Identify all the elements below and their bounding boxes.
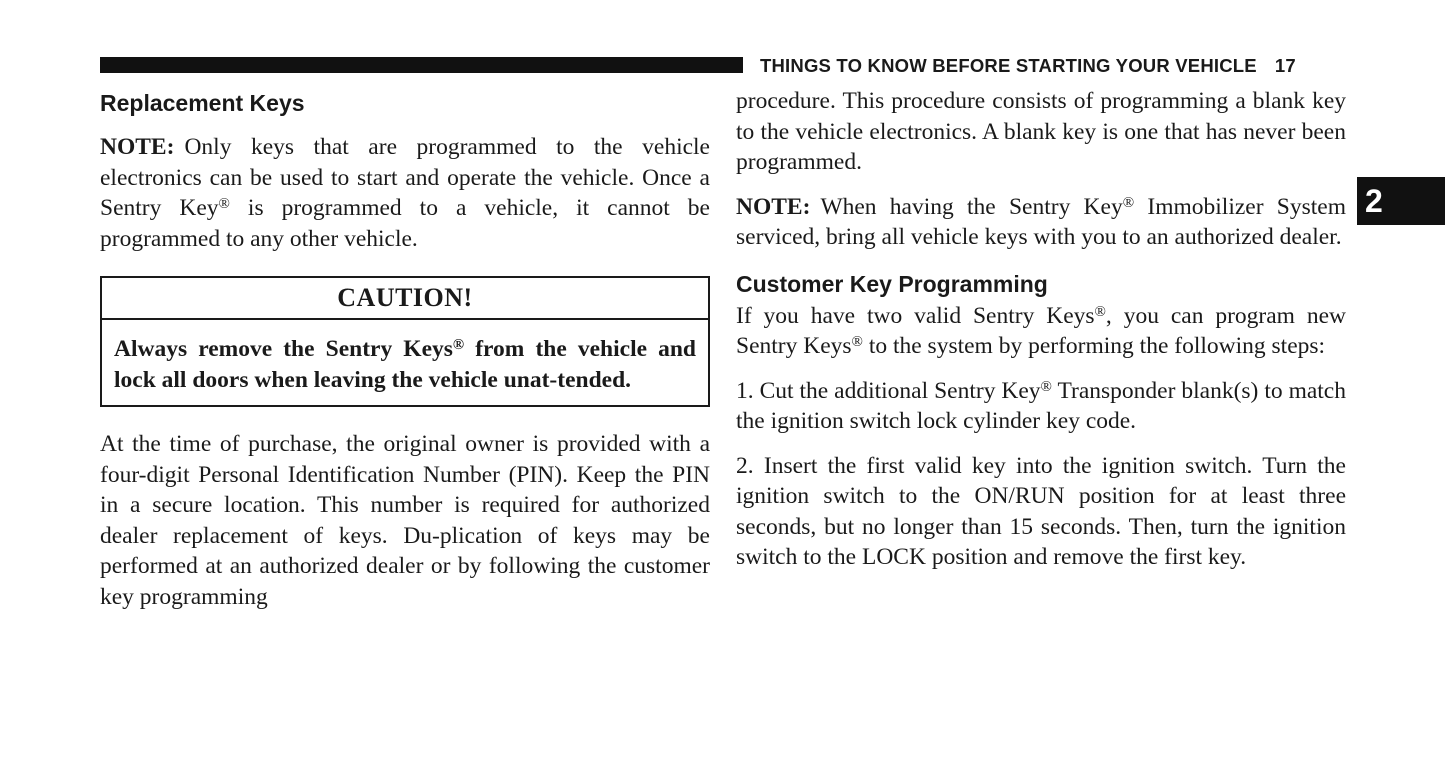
intro-text-2: , you can program new Sentry Keys bbox=[736, 302, 1346, 359]
caution-text-cont: from the vehicle and lock all doors when leaving the vehicle unat-tended. bbox=[114, 336, 696, 393]
caution-body bbox=[102, 320, 708, 405]
caution-box bbox=[100, 276, 710, 407]
heading-replacement-keys: Replacement Keys bbox=[100, 90, 305, 116]
note-text-cont: is programmed to a vehicle, it cannot be programmed to any other vehicle. bbox=[100, 195, 710, 252]
intro-text-3: to the system by performing the following steps: bbox=[862, 333, 1326, 359]
note-paragraph-right bbox=[736, 192, 1346, 253]
step-1-text-cont: Transponder blank(s) to match the ignition switch lock cylinder key code. bbox=[736, 377, 1346, 434]
caution-title: CAUTION! bbox=[102, 278, 708, 320]
registered-mark: ® bbox=[1094, 303, 1106, 320]
note-label: NOTE: bbox=[736, 193, 811, 220]
registered-mark: ® bbox=[1040, 378, 1052, 395]
header-rule bbox=[100, 57, 743, 73]
running-header bbox=[760, 55, 1296, 77]
step-1 bbox=[736, 376, 1346, 437]
chapter-tab: 2 bbox=[1357, 177, 1445, 225]
heading-customer-key-programming: Customer Key Programming bbox=[736, 270, 1048, 297]
page-number: 17 bbox=[1274, 55, 1296, 76]
caution-text: Always remove the Sentry Keys bbox=[114, 336, 453, 362]
note-text: Only keys that are programmed to the vehicle electronics can be used to start and operate the vehicle. Once a Sentry Key bbox=[100, 134, 710, 221]
registered-mark: ® bbox=[1122, 194, 1135, 211]
step-1-text: 1. Cut the additional Sentry Key bbox=[736, 377, 1041, 404]
registered-mark: ® bbox=[851, 334, 863, 350]
note-label: NOTE: bbox=[100, 134, 175, 160]
left-column bbox=[100, 86, 710, 612]
pin-paragraph: At the time of purchase, the original owner is provided with a four-digit Personal Identification Number (PIN). Keep the PIN in a secure location. This number is required for authorized dealer replacement of keys. Du-plication of keys may be performed at an authorized dealer or by following the customer key programming bbox=[100, 431, 710, 610]
intro-paragraph bbox=[736, 301, 1346, 362]
registered-mark: ® bbox=[452, 337, 465, 353]
header-title: THINGS TO KNOW BEFORE STARTING YOUR VEHICLE bbox=[760, 55, 1257, 76]
note-text-cont: Immobilizer System serviced, bring all vehicle keys with you to an authorized dealer. bbox=[736, 193, 1346, 250]
note-text: When having the Sentry Key bbox=[820, 193, 1123, 220]
registered-mark: ® bbox=[218, 196, 230, 212]
continued-paragraph: procedure. This procedure consists of programming a blank key to the vehicle electronics. A blank key is one that has never been programmed. bbox=[736, 88, 1346, 175]
step-2: 2. Insert the first valid key into the ignition switch. Turn the ignition switch to the ON/RUN position for at least three seconds, but no longer than 15 seconds. Then, turn the ignition switch to the LOCK position and remove the first key. bbox=[736, 452, 1346, 570]
note-paragraph-left bbox=[100, 132, 710, 254]
right-column bbox=[736, 86, 1346, 573]
intro-text: If you have two valid Sentry Keys bbox=[736, 302, 1095, 329]
